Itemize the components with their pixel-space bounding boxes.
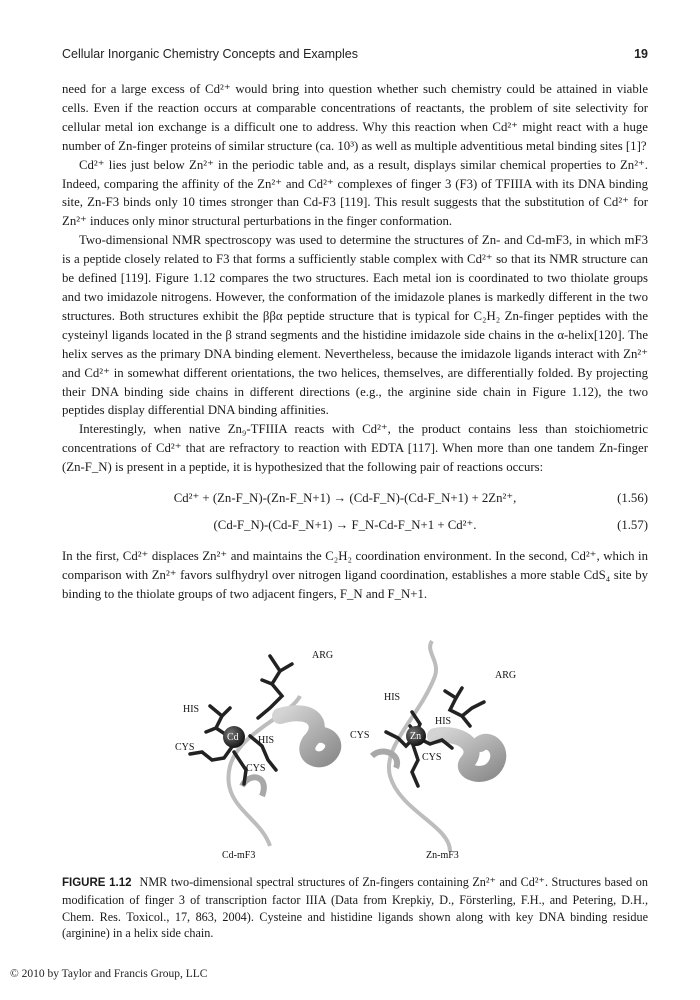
paragraph-3: Two-dimensional NMR spectroscopy was used to determine the structures of Zn- and Cd-mF3, in which mF3 is a peptide closely related to F3 that forms a sufficiently stable complex with Cd²⁺ so that its NMR structure can be defined [119]. Figure 1.12 compares the two structures. Each metal ion is coordinated to two thiolate groups and two imidazole nitrogens. However, the conformation of the imidazole planes is markedly different in the two structures. Both structures exhibit the ββα peptide structure that is typical for C₂H₂ Zn-finger peptides with the cysteinyl ligands located in the β strand segments and the histidine imidazole side chains in the α-helix[120]. The helix serves as the primary DNA binding element. Nevertheless, because the imidazole ligands interact with Zn²⁺ and Cd²⁺ in somewhat different orientations, the two helices, themselves, are differentially folded. By projecting their DNA binding side chains in different directions (e.g., the arginine side chain in Figure 1.12), the two peptides display differential DNA binding affinities. (62, 233, 648, 418)
alpha-helix-ribbon (280, 713, 333, 759)
cys-label-left-1: CYS (175, 742, 195, 753)
figure-caption (62, 874, 648, 942)
page-number: 19 (634, 47, 648, 61)
equation-number: (1.56) (617, 491, 648, 506)
copyright-footer: © 2010 by Taylor and Francis Group, LLC (10, 968, 208, 980)
figure-1-12 (150, 636, 570, 868)
body-text (62, 80, 648, 604)
equation-number: (1.57) (617, 517, 648, 532)
paragraph-4: Interestingly, when native Zn₉-TFIIIA reacts with Cd²⁺, the product contains less than stoichiometric concentrations of Cd²⁺ that are refractory to reaction with EDTA [117]. When more than one tandem Zn-finger (Zn-F_N) is present in a peptide, it is hypothesized that the following pair of reactions occurs: (62, 422, 648, 475)
zn-label: Zn (410, 731, 422, 742)
equation-expression: Cd²⁺ + (Zn-F_N)-(Zn-F_N+1) → (Cd-F_N)-(Cd-F_N+1) + 2Zn²⁺, (173, 491, 517, 506)
caption-text: NMR two-dimensional spectral structures of Zn-fingers containing Zn²⁺ and Cd²⁺. Structures based on modification of finger 3 of transcription factor IIIA (Data from Krepkiy, D., Försterling, F.H., and Petering, D.H., Chem. Res. Toxicol., 17, 863, 2004). Cysteine and histidine ligands shown along with key DNA binding residue (arginine) in a helix side chain. (62, 875, 648, 941)
paragraph-2: Cd²⁺ lies just below Zn²⁺ in the periodic table and, as a result, displays similar chemical properties to Zn²⁺. Indeed, comparing the affinity of the Zn²⁺ and Cd²⁺ complexes of finger 3 (F3) of TFIIIA with its DNA binding site, Zn-F3 binds only 10 times stronger than Cd-F3 [119]. This result suggests that the substitution of Cd²⁺ for Zn²⁺ induces only minor structural perturbations in the finger conformation. (62, 157, 648, 229)
running-title: Cellular Inorganic Chemistry Concepts and Examples (62, 47, 358, 61)
backbone-strand (389, 641, 450, 851)
cd-label: Cd (227, 732, 239, 743)
his-label-left-2: HIS (258, 735, 275, 746)
his-label-right-2: HIS (435, 716, 452, 727)
zn-mf3-caption: Zn-mF3 (426, 850, 459, 861)
cd-mf3-caption: Cd-mF3 (222, 850, 256, 861)
cys-label-left-2: CYS (246, 763, 266, 774)
zn-mf3-structure (350, 641, 516, 861)
paragraph-1: need for a large excess of Cd²⁺ would bring into question whether such chemistry could be attained in viable cells. Even if the reaction occurs at comparable concentrations of reactants, the problem of site selectivity for cellular metal ion exchange is a difficult one to address. Why this reaction when Cd²⁺ might react with a huge number of Zn-finger proteins of similar structure (ca. 10³) as well as multiple adventitious metal binding sites [1]? (62, 82, 648, 153)
equation-expression: (Cd-F_N)-(Cd-F_N+1) → F_N-Cd-F_N+1 + Cd²⁺. (213, 517, 477, 532)
running-head (62, 47, 648, 61)
cd-mf3-structure (175, 650, 333, 861)
his-label-right-1: HIS (384, 692, 401, 703)
arg-label-right: ARG (495, 670, 517, 681)
cys-label-right-1: CYS (350, 730, 370, 741)
figure-label: FIGURE 1.12 (62, 877, 132, 889)
cys-label-right-2: CYS (422, 752, 442, 763)
equation-1-57 (62, 516, 648, 535)
molecular-structures-illustration (150, 636, 570, 868)
beta-strand (372, 752, 397, 768)
paragraph-5: In the first, Cd²⁺ displaces Zn²⁺ and maintains the C₂H₂ coordination environment. In the second, Cd²⁺, which in comparison with Zn²⁺ favors sulfhydryl over nitrogen ligand coordination, establishes a more stable CdS₄ site by binding to the thiolate groups of two adjacent fingers, F_N and F_N+1. (62, 548, 648, 601)
his-label-left-1: HIS (183, 704, 200, 715)
equation-1-56 (62, 489, 648, 508)
arg-label-left: ARG (312, 650, 334, 661)
